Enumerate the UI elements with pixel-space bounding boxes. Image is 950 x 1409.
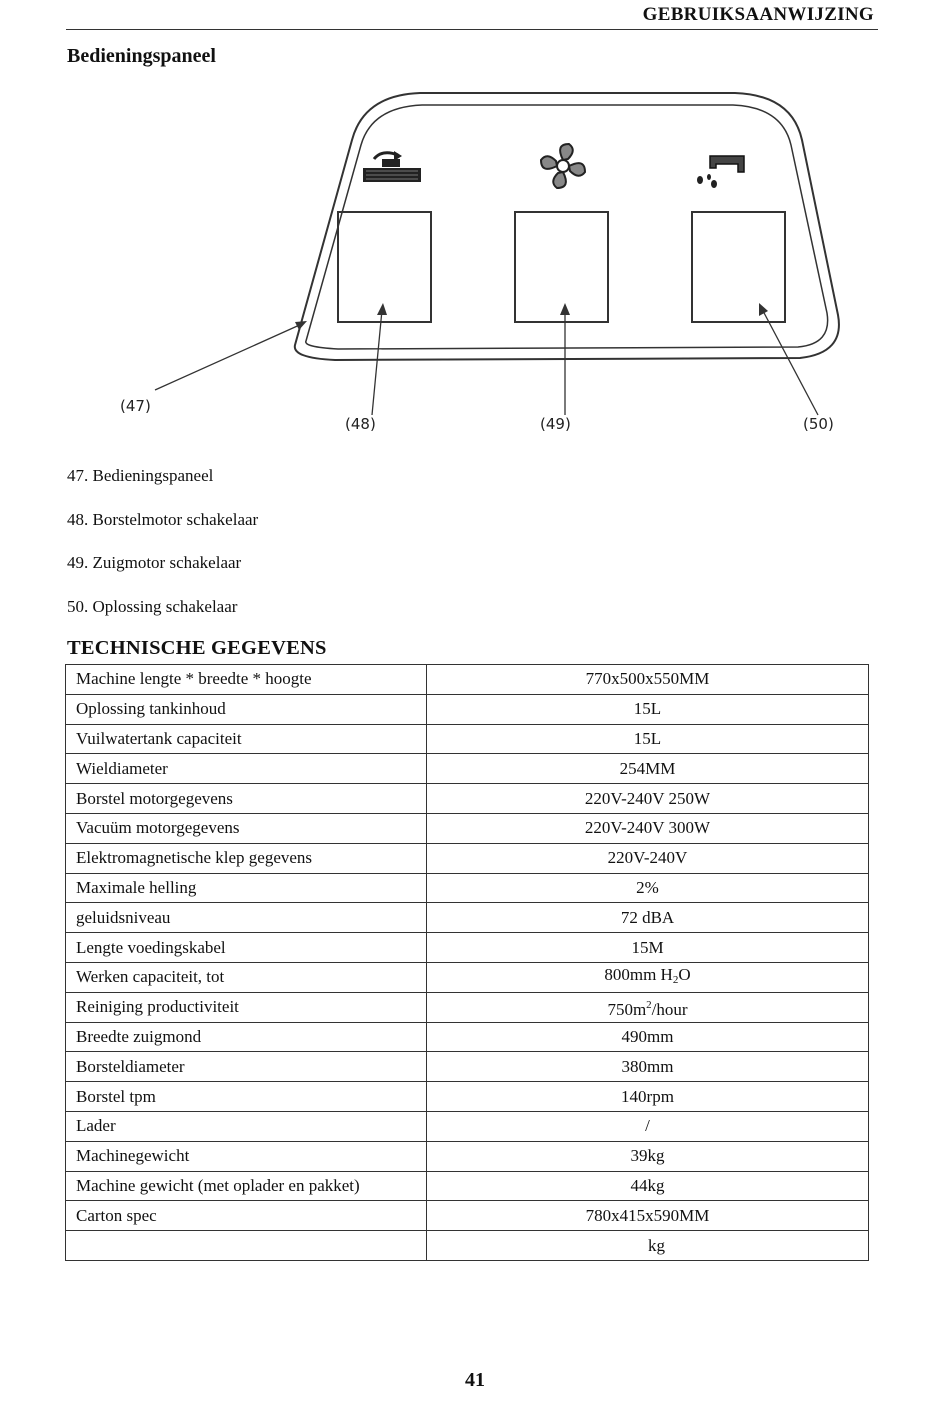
spec-value: 2% (427, 873, 869, 903)
table-row (66, 694, 869, 724)
table-row (66, 962, 869, 992)
brush-motor-switch (338, 212, 431, 322)
spec-label: Machine lengte * breedte * hoogte (66, 665, 427, 695)
spec-value: 15L (427, 694, 869, 724)
table-row (66, 784, 869, 814)
table-row (66, 873, 869, 903)
spec-label: Machine gewicht (met oplader en pakket) (66, 1171, 427, 1201)
spec-value: 220V-240V 300W (427, 813, 869, 843)
callout-label-47: (47) (120, 397, 151, 415)
spec-value: 780x415x590MM (427, 1201, 869, 1231)
spec-label: Maximale helling (66, 873, 427, 903)
spec-value: 15L (427, 724, 869, 754)
spec-value: 770x500x550MM (427, 665, 869, 695)
callout-label-48: (48) (345, 415, 376, 433)
spec-label: Borstel tpm (66, 1082, 427, 1112)
brush-icon (363, 151, 421, 182)
header-divider (66, 29, 878, 30)
tech-specs-table (65, 664, 869, 1261)
table-row (66, 665, 869, 695)
legend-item: 49. Zuigmotor schakelaar (67, 553, 242, 573)
spec-value: 72 dBA (427, 903, 869, 933)
table-row (66, 1231, 869, 1261)
page-number: 41 (465, 1369, 485, 1391)
spec-label: Vuilwatertank capaciteit (66, 724, 427, 754)
spec-value (427, 992, 869, 1022)
table-row (66, 1022, 869, 1052)
spec-value-text: 800mm H (604, 964, 673, 984)
table-row (66, 903, 869, 933)
spec-value-superscript: 2 (646, 998, 652, 1011)
spec-value-text: 750m (607, 999, 647, 1019)
spec-label: Elektromagnetische klep gegevens (66, 843, 427, 873)
control-panel-diagram (100, 85, 860, 445)
table-row (66, 813, 869, 843)
legend-item: 50. Oplossing schakelaar (67, 597, 238, 617)
panel-outline-outer (295, 93, 839, 360)
fan-icon (541, 144, 585, 188)
spec-value-subscript: 2 (672, 973, 679, 986)
spec-label: Carton spec (66, 1201, 427, 1231)
callout-arrow-48 (372, 310, 382, 415)
legend-list (67, 463, 258, 638)
table-row (66, 1141, 869, 1171)
table-row (66, 933, 869, 963)
section-title: Bedieningspaneel (67, 45, 216, 67)
legend-item: 47. Bedieningspaneel (67, 466, 214, 485)
spec-value: kg (427, 1231, 869, 1261)
spec-label: Oplossing tankinhoud (66, 694, 427, 724)
spec-value: 39kg (427, 1141, 869, 1171)
spec-label: Machinegewicht (66, 1141, 427, 1171)
table-row (66, 1082, 869, 1112)
spec-label: Breedte zuigmond (66, 1022, 427, 1052)
spec-value: 380mm (427, 1052, 869, 1082)
table-row (66, 724, 869, 754)
spec-value-text: /hour (651, 999, 688, 1019)
spec-value: 140rpm (427, 1082, 869, 1112)
spec-value: 220V-240V (427, 843, 869, 873)
suction-motor-switch (515, 212, 608, 322)
table-row (66, 1052, 869, 1082)
spec-label: Wieldiameter (66, 754, 427, 784)
spec-label: Lader (66, 1111, 427, 1141)
spec-value: 220V-240V 250W (427, 784, 869, 814)
table-row (66, 1201, 869, 1231)
table-row (66, 1111, 869, 1141)
spec-value: 254MM (427, 754, 869, 784)
spec-label: Werken capaciteit, tot (66, 962, 427, 992)
spec-value-text: O (678, 964, 691, 984)
callout-label-50: (50) (803, 415, 834, 433)
spec-label: Borsteldiameter (66, 1052, 427, 1082)
spec-value: / (427, 1111, 869, 1141)
solution-switch (692, 212, 785, 322)
spec-label: geluidsniveau (66, 903, 427, 933)
spec-value: 15M (427, 933, 869, 963)
table-row (66, 1171, 869, 1201)
spec-label: Lengte voedingskabel (66, 933, 427, 963)
page-header-title: GEBRUIKSAANWIJZING (642, 4, 874, 25)
callout-label-49: (49) (540, 415, 571, 433)
spec-label (66, 1231, 427, 1261)
faucet-icon (697, 156, 744, 188)
legend-item: 48. Borstelmotor schakelaar (67, 509, 259, 529)
table-row (66, 754, 869, 784)
callout-arrow-47 (155, 323, 304, 390)
spec-label: Vacuüm motorgegevens (66, 813, 427, 843)
spec-value: 44kg (427, 1171, 869, 1201)
table-row (66, 843, 869, 873)
tech-specs-title: TECHNISCHE GEGEVENS (67, 637, 327, 659)
spec-label: Borstel motorgegevens (66, 784, 427, 814)
table-row (66, 992, 869, 1022)
spec-value: 490mm (427, 1022, 869, 1052)
spec-label: Reiniging productiviteit (66, 992, 427, 1022)
callout-arrow-50 (762, 309, 818, 415)
spec-value (427, 962, 869, 992)
